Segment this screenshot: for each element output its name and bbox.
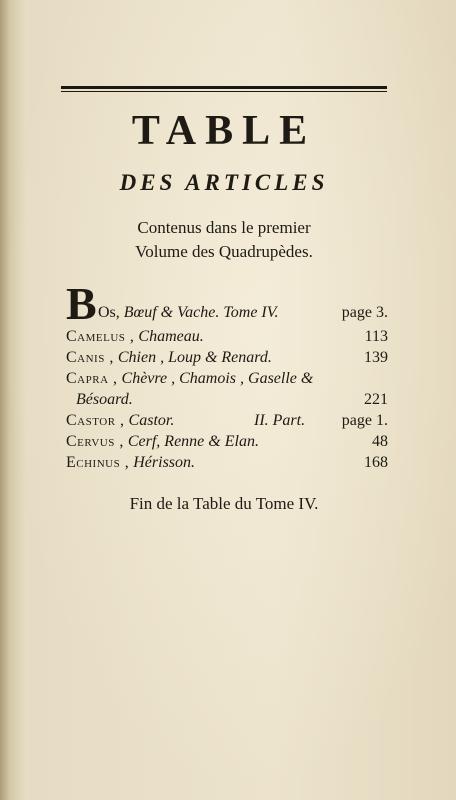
entry-volume: II. Part. (254, 412, 306, 429)
entry-latin-name: Cervus , (66, 433, 124, 450)
entry-latin-name: Castor , (66, 412, 125, 429)
entry-french-name: Bœuf & Vache. (123, 304, 220, 321)
entry-castor (66, 410, 388, 431)
entry-french-name: Cerf, Renne & Elan. (127, 433, 259, 450)
intro-line-1: Contenus dans le premier (137, 218, 311, 237)
entry-french-continuation: Bésoard. (76, 391, 133, 408)
entry-page-ref: page 3. (341, 304, 388, 321)
dropcap-letter: B (66, 278, 97, 329)
entry-capra-continuation (66, 389, 388, 410)
entry-french-name: Chameau. (138, 328, 204, 345)
entry-page-ref: 139 (364, 349, 388, 366)
table-of-articles (66, 278, 388, 473)
entry-cervus (66, 431, 388, 452)
entry-camelus (66, 326, 388, 347)
intro-line-2: Volume des Quadrupèdes. (135, 242, 313, 261)
entry-latin-name: Canis , (66, 349, 114, 366)
entry-latin-name: Camelus , (66, 328, 135, 345)
entry-french-name: Castor. (128, 412, 175, 429)
entry-page-ref: 48 (372, 433, 388, 450)
intro-text (61, 216, 387, 264)
entry-page-ref: 113 (364, 328, 388, 345)
entry-page-ref: 168 (364, 454, 388, 471)
entry-capra (66, 368, 388, 389)
entry-latin-name: Echinus , (66, 454, 130, 471)
entry-french-name: Chien , Loup & Renard. (117, 349, 272, 366)
entry-echinus (66, 452, 388, 473)
entry-page-ref: 221 (364, 391, 388, 408)
top-rule (61, 86, 387, 92)
page-subtitle: DES ARTICLES (119, 170, 329, 195)
table-end-note: Fin de la Table du Tome IV. (129, 494, 319, 513)
entry-french-name: Chèvre , Chamois , Gaselle & (121, 370, 314, 387)
entry-latin-name: Capra , (66, 370, 118, 387)
entry-volume: Tome IV. (223, 304, 279, 321)
entry-latin-name: Os, (98, 304, 120, 321)
entry-french-name: Hérisson. (133, 454, 196, 471)
page-title: TABLE (131, 108, 317, 154)
entry-page-ref: page 1. (341, 412, 388, 429)
entry-canis (66, 347, 388, 368)
entry-bos (66, 278, 388, 329)
